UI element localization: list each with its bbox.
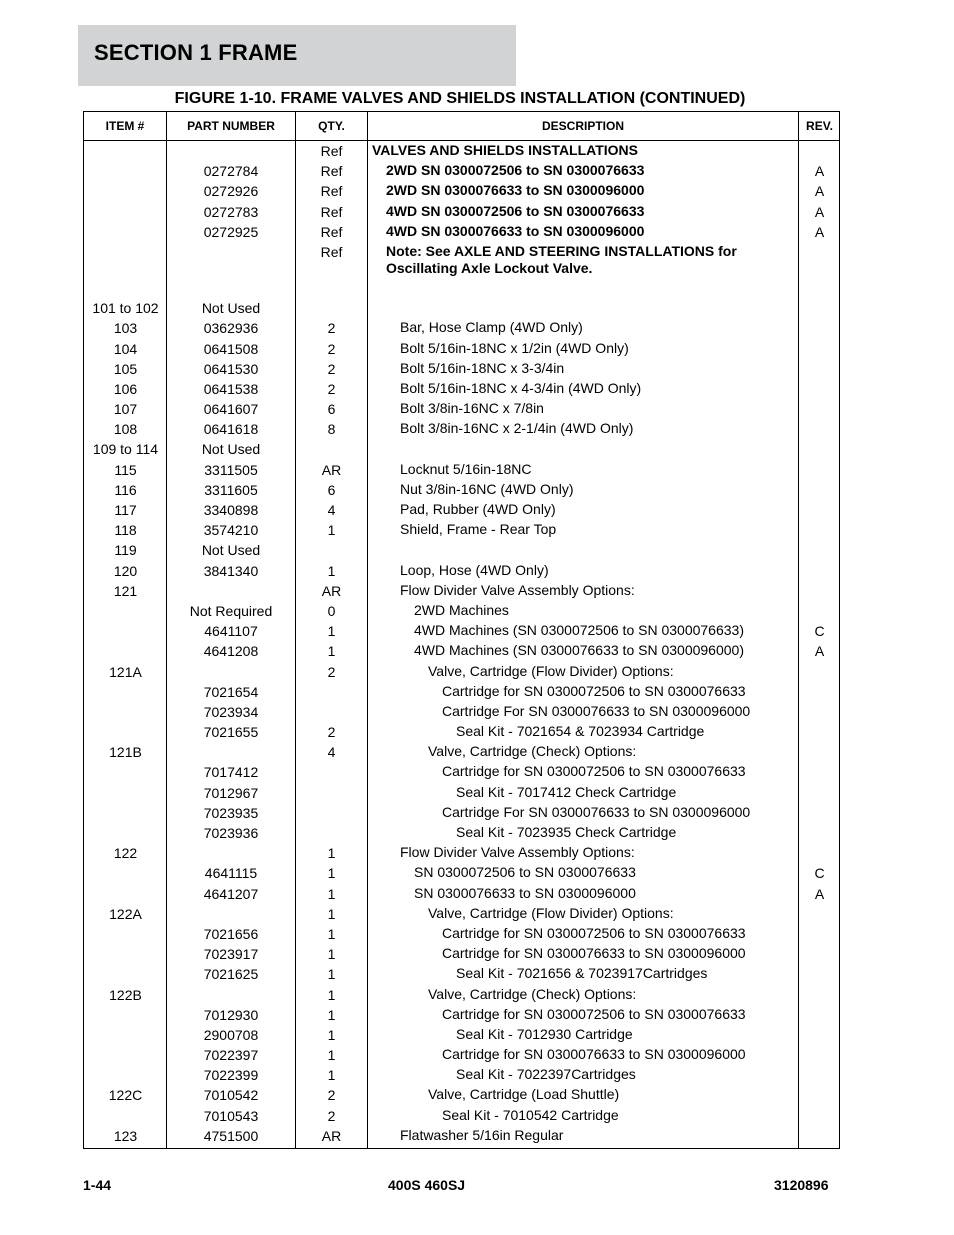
- part-number-cell: 3574210: [203, 522, 259, 539]
- table-row: [84, 399, 839, 419]
- part-number-cell: 7023934: [203, 703, 259, 720]
- qty-cell: 0: [327, 602, 336, 619]
- rev-cell: A: [814, 163, 825, 180]
- qty-cell: 2: [327, 1107, 336, 1124]
- qty-cell: 2: [327, 360, 336, 377]
- qty-cell: 1: [327, 623, 336, 640]
- qty-cell: 2: [327, 340, 336, 357]
- description-cell: SN 0300072506 to SN 0300076633: [414, 864, 636, 881]
- description-cell: 4WD SN 0300076633 to SN 0300096000: [386, 222, 645, 239]
- qty-cell: 1: [327, 966, 336, 983]
- part-number-cell: 7012967: [203, 784, 259, 801]
- table-row: [84, 500, 839, 520]
- qty-cell: 1: [327, 1006, 336, 1023]
- item-cell: 118: [114, 522, 137, 539]
- part-number-cell: 7010542: [203, 1087, 259, 1104]
- description-cell: Bolt 3/8in-16NC x 2-1/4in (4WD Only): [400, 420, 634, 437]
- description-cell: 4WD Machines (SN 0300076633 to SN 0300096000): [414, 642, 744, 659]
- qty-cell: 1: [327, 946, 336, 963]
- table-row: [84, 964, 839, 984]
- table-row: [84, 904, 839, 924]
- part-number-cell: 7021625: [203, 966, 259, 983]
- table-row: [84, 843, 839, 863]
- item-cell: 122C: [108, 1087, 143, 1104]
- item-cell: 109 to 114: [92, 441, 159, 458]
- header-description: DESCRIPTION: [541, 119, 624, 133]
- description-cell: Seal Kit - 7010542 Cartridge: [442, 1106, 619, 1123]
- description-cell: Seal Kit - 7012930 Cartridge: [456, 1025, 633, 1042]
- qty-cell: Ref: [320, 163, 343, 180]
- table-row: [84, 1025, 839, 1045]
- document-number: 3120896: [774, 1177, 829, 1193]
- table-row: [84, 662, 839, 682]
- table-row: [84, 621, 839, 641]
- description-cell: Valve, Cartridge (Check) Options:: [428, 743, 637, 760]
- item-cell: 121A: [109, 663, 142, 680]
- qty-cell: AR: [321, 461, 342, 478]
- qty-cell: 1: [327, 986, 336, 1003]
- description-cell: 2WD SN 0300076633 to SN 0300096000: [386, 182, 645, 199]
- table-row: [84, 985, 839, 1005]
- part-number-cell: 7021655: [203, 724, 259, 741]
- section-title: SECTION 1 FRAME: [94, 40, 298, 65]
- qty-cell: Ref: [320, 243, 343, 260]
- qty-cell: AR: [321, 1127, 342, 1144]
- table-row: [84, 242, 839, 278]
- description-cell: Seal Kit - 7017412 Check Cartridge: [456, 783, 677, 800]
- qty-cell: AR: [321, 582, 342, 599]
- item-cell: 120: [113, 562, 138, 579]
- table-row: [84, 742, 839, 762]
- table-row: [84, 722, 839, 742]
- description-cell: Bolt 5/16in-18NC x 1/2in (4WD Only): [400, 339, 629, 356]
- part-number-cell: 7012930: [203, 1006, 259, 1023]
- description-cell: VALVES AND SHIELDS INSTALLATIONS: [372, 142, 639, 158]
- rev-cell: C: [814, 623, 825, 640]
- part-number-cell: 0641538: [203, 380, 259, 397]
- description-cell: Cartridge for SN 0300072506 to SN 0300076633: [442, 682, 746, 699]
- header-part-number: PART NUMBER: [187, 119, 275, 133]
- part-number-cell: Not Used: [201, 441, 261, 458]
- part-number-cell: 7023935: [203, 804, 259, 821]
- rev-cell: A: [814, 643, 825, 660]
- description-cell: Cartridge for SN 0300072506 to SN 0300076633: [442, 1005, 746, 1022]
- table-row: [84, 359, 839, 379]
- table-row: [84, 141, 839, 161]
- part-number-cell: 0641618: [203, 421, 259, 438]
- rev-cell: A: [814, 885, 825, 902]
- rev-cell: C: [814, 865, 825, 882]
- description-cell: Cartridge for SN 0300076633 to SN 0300096000: [442, 945, 746, 962]
- description-cell: 4WD SN 0300072506 to SN 0300076633: [386, 202, 645, 219]
- part-number-cell: 0272784: [203, 163, 259, 180]
- description-cell: Valve, Cartridge (Check) Options:: [428, 985, 637, 1002]
- part-number-cell: 7017412: [203, 764, 259, 781]
- item-cell: 117: [114, 502, 137, 518]
- table-row: [84, 278, 839, 298]
- table-row: [84, 702, 839, 722]
- description-cell: Cartridge for SN 0300072506 to SN 0300076633: [442, 763, 746, 780]
- table-row: [84, 460, 839, 480]
- table-row: [84, 202, 839, 222]
- item-cell: 106: [113, 380, 138, 397]
- table-row: [84, 682, 839, 702]
- description-cell: Bolt 5/16in-18NC x 4-3/4in (4WD Only): [400, 379, 642, 396]
- part-number-cell: 3841340: [203, 562, 259, 579]
- description-cell: Note: See AXLE AND STEERING INSTALLATIONS for Oscillating Axle Lockout Valve.: [386, 242, 737, 276]
- table-row: [84, 161, 839, 181]
- part-number-cell: 3311505: [204, 461, 258, 478]
- qty-cell: 1: [327, 925, 336, 942]
- item-cell: 108: [113, 421, 138, 438]
- description-cell: Seal Kit - 7021656 & 7023917Cartridges: [456, 965, 708, 982]
- item-cell: 121B: [109, 744, 142, 761]
- rev-cell: A: [814, 203, 825, 220]
- part-number-cell: 4641208: [203, 643, 259, 660]
- table-row: [84, 1106, 839, 1126]
- description-cell: Cartridge for SN 0300076633 to SN 0300096000: [442, 1046, 746, 1063]
- part-number-cell: 0641607: [203, 401, 259, 418]
- part-number-cell: 0272926: [203, 183, 259, 200]
- table-row: [84, 1085, 839, 1105]
- part-number-cell: 0272925: [203, 223, 259, 240]
- qty-cell: 1: [327, 905, 336, 922]
- description-cell: Cartridge for SN 0300072506 to SN 0300076633: [442, 924, 746, 941]
- qty-cell: 8: [327, 421, 336, 438]
- model-name: 400S 460SJ: [388, 1177, 466, 1193]
- qty-cell: 1: [327, 865, 336, 882]
- qty-cell: 1: [327, 845, 336, 862]
- qty-cell: 1: [327, 562, 336, 579]
- part-number-cell: Not Used: [201, 300, 261, 317]
- table-row: [84, 419, 839, 439]
- table-row: [84, 222, 839, 242]
- description-cell: 2WD SN 0300072506 to SN 0300076633: [386, 162, 645, 179]
- item-cell: 123: [113, 1127, 138, 1144]
- description-cell: Pad, Rubber (4WD Only): [400, 501, 556, 517]
- part-number-cell: 0272783: [203, 203, 259, 220]
- header-rev: REV.: [806, 119, 833, 133]
- table-row: [84, 181, 839, 201]
- item-cell: 122: [113, 845, 138, 862]
- qty-cell: 2: [327, 320, 336, 337]
- table-row: [84, 339, 839, 359]
- table-body: [84, 141, 839, 1146]
- description-cell: 4WD Machines (SN 0300072506 to SN 0300076633): [414, 622, 744, 639]
- item-cell: 105: [113, 360, 138, 377]
- part-number-cell: 0641508: [203, 340, 259, 357]
- qty-cell: Ref: [320, 223, 343, 240]
- part-number-cell: 7010543: [203, 1107, 259, 1124]
- rev-cell: A: [814, 223, 825, 240]
- description-cell: Seal Kit - 7023935 Check Cartridge: [456, 824, 677, 840]
- item-cell: 101 to 102: [92, 300, 159, 317]
- description-cell: SN 0300076633 to SN 0300096000: [414, 884, 636, 901]
- table-row: [84, 783, 839, 803]
- table-row: [84, 379, 839, 399]
- header-qty: QTY.: [318, 119, 345, 133]
- table-row: [84, 1045, 839, 1065]
- description-cell: Seal Kit - 7021654 & 7023934 Cartridge: [456, 723, 705, 740]
- description-cell: Nut 3/8in-16NC (4WD Only): [400, 480, 574, 497]
- part-number-cell: 3311605: [204, 481, 258, 498]
- table-row: [84, 480, 839, 500]
- parts-table: [83, 111, 840, 1149]
- part-number-cell: 7021656: [203, 925, 259, 942]
- qty-cell: 4: [327, 744, 336, 761]
- qty-cell: 1: [327, 1047, 336, 1064]
- description-cell: Flatwasher 5/16in Regular: [400, 1126, 564, 1143]
- description-cell: Bar, Hose Clamp (4WD Only): [400, 319, 583, 336]
- item-cell: 122A: [109, 905, 142, 922]
- description-cell: Locknut 5/16in-18NC: [400, 460, 532, 477]
- description-cell: Cartridge For SN 0300076633 to SN 0300096000: [442, 702, 751, 719]
- page-number: 1-44: [83, 1177, 112, 1193]
- description-cell: Seal Kit - 7022397Cartridges: [456, 1066, 636, 1083]
- qty-cell: 1: [327, 885, 336, 902]
- qty-cell: 2: [327, 724, 336, 741]
- description-cell: 2WD Machines: [414, 601, 509, 618]
- part-number-cell: 3340898: [203, 502, 259, 518]
- table-row: [84, 863, 839, 883]
- description-cell: Valve, Cartridge (Flow Divider) Options:: [428, 662, 674, 679]
- part-number-cell: 7022397: [203, 1047, 259, 1064]
- qty-cell: 2: [327, 663, 336, 680]
- table-row: [84, 581, 839, 601]
- item-cell: 119: [114, 542, 137, 559]
- figure-title-text: FIGURE 1-10. FRAME VALVES AND SHIELDS INSTALLATION (CONTINUED): [174, 90, 746, 107]
- table-row: [84, 601, 839, 621]
- table-row: [84, 944, 839, 964]
- part-number-cell: 7022399: [203, 1067, 259, 1084]
- item-cell: 107: [113, 401, 138, 418]
- table-row: [84, 1065, 839, 1085]
- header-item: ITEM #: [105, 119, 145, 133]
- part-number-cell: 4641207: [203, 885, 259, 902]
- item-cell: 116: [114, 481, 137, 498]
- description-cell: Bolt 3/8in-16NC x 7/8in: [400, 400, 544, 417]
- qty-cell: 1: [327, 643, 336, 660]
- description-cell: Valve, Cartridge (Load Shuttle): [428, 1086, 620, 1103]
- qty-cell: 6: [327, 401, 336, 418]
- table-row: [84, 924, 839, 944]
- qty-cell: 1: [327, 1026, 336, 1043]
- part-number-cell: 2900708: [203, 1026, 259, 1043]
- table-row: [84, 803, 839, 823]
- item-cell: 122B: [109, 986, 142, 1003]
- part-number-cell: 4641115: [204, 865, 258, 882]
- qty-cell: 6: [327, 481, 336, 498]
- description-cell: Shield, Frame - Rear Top: [400, 521, 557, 538]
- table-row: [84, 762, 839, 782]
- table-row: [84, 641, 839, 661]
- description-cell: Flow Divider Valve Assembly Options:: [400, 844, 635, 861]
- table-row: [84, 823, 839, 843]
- part-number-cell: Not Required: [189, 602, 273, 619]
- table-row: [84, 520, 839, 540]
- figure-title: [0, 90, 920, 108]
- table-row: [84, 318, 839, 338]
- part-number-cell: 7021654: [203, 683, 259, 700]
- table-row: [84, 439, 839, 459]
- qty-cell: 1: [327, 522, 336, 539]
- qty-cell: Ref: [320, 183, 343, 200]
- description-cell: Bolt 5/16in-18NC x 3-3/4in: [400, 359, 565, 376]
- qty-cell: 4: [327, 502, 336, 518]
- item-cell: 104: [113, 340, 138, 357]
- item-cell: 103: [113, 320, 138, 337]
- qty-cell: 1: [327, 1067, 336, 1084]
- table-row: [84, 298, 839, 318]
- part-number-cell: 0641530: [203, 360, 259, 377]
- description-cell: Flow Divider Valve Assembly Options:: [400, 581, 635, 598]
- rev-cell: A: [814, 183, 825, 200]
- table-row: [84, 1005, 839, 1025]
- part-number-cell: 7023917: [203, 946, 259, 963]
- table-row: [84, 1126, 839, 1146]
- part-number-cell: 4641107: [204, 623, 258, 640]
- table-row: [84, 561, 839, 581]
- qty-cell: 2: [327, 1087, 336, 1104]
- part-number-cell: 0362936: [203, 320, 259, 337]
- description-cell: Loop, Hose (4WD Only): [400, 561, 549, 578]
- item-cell: 115: [114, 461, 137, 478]
- qty-cell: 2: [327, 380, 336, 397]
- description-cell: Valve, Cartridge (Flow Divider) Options:: [428, 904, 674, 921]
- table-row: [84, 884, 839, 904]
- item-cell: 121: [113, 582, 138, 599]
- description-cell: Cartridge For SN 0300076633 to SN 0300096000: [442, 803, 751, 820]
- table-row: [84, 540, 839, 560]
- part-number-cell: 7023936: [203, 825, 259, 841]
- qty-cell: Ref: [320, 203, 343, 220]
- qty-cell: Ref: [320, 143, 343, 159]
- part-number-cell: 4751500: [203, 1127, 259, 1144]
- part-number-cell: Not Used: [201, 542, 261, 559]
